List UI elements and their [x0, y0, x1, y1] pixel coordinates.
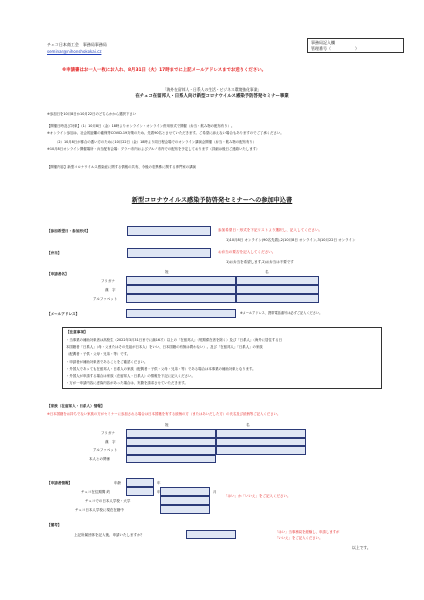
lunch-label: 【弁当】 — [47, 251, 62, 255]
confirmation-instruction-2: 「いいえ」をご記入ください。 — [275, 536, 323, 540]
given-alpha-input[interactable] — [236, 294, 319, 303]
caution-line: 本国籍者「日系人」（母・父またはその先祖が日本人）をいい、日本国籍の有無は問わない）。及び「在留邦人」「日系人」の家族 — [66, 345, 263, 350]
czech-stay-label: チェコ在住期間 約 — [81, 490, 111, 494]
furigana-label: フリガナ — [101, 279, 115, 283]
czech-school-label: チェコでの日本人学校・大学 — [85, 499, 131, 503]
family-relation-input[interactable] — [126, 455, 216, 464]
stay-years-unit: 年 — [157, 490, 161, 494]
caution-box — [62, 327, 382, 389]
management-number-label: 管理番号（ ） — [311, 46, 359, 51]
caution-line: ・外国人であっても在留邦人・日系人の家族（配偶者・子供・父母・兄弟・等）である場合は本事業の補助対象となります。 — [66, 366, 256, 371]
age-unit: 年 — [157, 481, 161, 485]
confirmation-instruction-1: 「はい」当事務局を経験し、申請しますが — [275, 530, 340, 534]
date-options: 1)10月8日 オンライン(90名先着),2)10月8日 オンライン,3)10月22日 オンライン — [226, 238, 356, 242]
family-surname-column: 姓 — [165, 423, 169, 427]
stay-months-input[interactable] — [160, 487, 210, 496]
family-furigana-label: フリガナ — [101, 431, 115, 435]
family-instruction: ※日本国籍をお持ちでない家族の方がセミナーに参加される場合は日本国籍を有する続柄の方（またはあいだした方）の氏名及び続柄等ご記入ください。 — [47, 412, 281, 416]
stay-years-input[interactable] — [126, 487, 154, 496]
detail-line: 【開催日時及び対象】（1）10月8日（金）18時よりオンライン・オンライン併用形式で開催（弁当・飲み物の配布有り）。 — [47, 124, 235, 128]
age-label: 年齢 — [114, 481, 121, 485]
confirmation-question: 上記所属団体を記入後、申請いたしますか？ — [74, 533, 144, 537]
detail-line: ※オンライン参加は、社会的距離の確保等COVID-19対策のため、先着90名とさせていただきます。ご希望に添えない場合もありますのでご了承ください。 — [47, 131, 284, 135]
email-label: 【メールアドレス】 — [47, 312, 80, 316]
caution-line: ・万が一申請内容に虚偽内容があった場合は、実費を請求させていただきます。 — [66, 381, 188, 386]
detail-line: ※参加日を10月8日か10月22日のどちらかから選択下さい — [47, 112, 137, 116]
lunch-input[interactable] — [127, 248, 211, 258]
email-input[interactable] — [126, 309, 236, 318]
caution-line: （配偶者・子供・父母・兄弟・等）です。 — [66, 352, 131, 357]
surname-kanji-input[interactable] — [126, 285, 236, 294]
given-kanji-input[interactable] — [236, 285, 319, 294]
remarks-label: 【備考】 — [47, 523, 62, 527]
caution-line: ・当事業の補助対象者は高校生（2022年3月31日までに満16才）以上の「在留邦人」（短期滞在者を除く）及び「日系人」（海外に居住する日 — [66, 338, 283, 342]
caution-line: ・外国人が申請する場合は家族（在留邦人・日系人）の情報を下記に記入ください。 — [66, 374, 195, 379]
email-note: ※メールアドレス、携帯電話番号は必ずご記入ください。 — [240, 311, 323, 315]
detail-line: （2）10月8日が都合の悪い方のために10月22日（金）18時より同日程会場でのオンライン講演会開催（弁当・飲み物の配布有り） — [55, 140, 257, 144]
czech-school-input[interactable] — [160, 496, 210, 505]
closing-text: 以上です。 — [352, 545, 371, 550]
surname-column: 姓 — [165, 270, 169, 274]
office-use-label: 事務局記入欄 — [311, 40, 335, 45]
family-given-alpha[interactable] — [216, 446, 306, 455]
deadline-notice: ※申請書はお一人一枚にお入れ、8月31日（火）17時までに上記メールアドレスまでお送りください。 — [62, 68, 266, 73]
stay-months-unit: 月 — [213, 490, 217, 494]
lunch-instruction: お弁当の要否を記入してください。 — [218, 250, 276, 254]
name-surname-cells — [126, 276, 236, 303]
yes-no-instruction: 「はい」か「いいえ」をご記入ください。 — [224, 494, 291, 498]
name-given-cells — [236, 276, 319, 303]
confirmation-input[interactable] — [186, 530, 236, 539]
nihonjin-school-input[interactable] — [160, 505, 210, 514]
family-given-column: 名 — [246, 423, 250, 427]
surname-alpha-input[interactable] — [126, 294, 236, 303]
given-name-column: 名 — [265, 270, 269, 274]
project-title: 在チェコ在留邦人・日系人向け新型コロナウイルス感染予防啓発セミナー事業 — [135, 94, 289, 99]
family-surname-alpha[interactable] — [126, 446, 216, 455]
org-name: チェコ日本商工会 事務局事務局 — [47, 42, 107, 47]
seminar-topic: 【開催内容】新型コロナウイルス感染症に関する情報の共有、今後の変異株に関する専門家の講演 — [47, 165, 196, 169]
given-furigana-input[interactable] — [236, 276, 319, 285]
family-kanji-label: 漢 字 — [105, 440, 116, 444]
date-instruction: 参加希望日・形式を下記リストより選択し、記入してください。 — [218, 228, 323, 232]
caution-line: ・申請者が補助対象者であることをご確認ください。 — [66, 359, 148, 364]
form-title: 新型コロナウイルス感染予防啓発セミナーへの参加申込書 — [131, 197, 293, 204]
family-relation-label: 本人との関係 — [89, 457, 110, 461]
nihonjin-school-label: チェコ日本人学校に現在在籍中 — [75, 508, 124, 512]
family-surname-furigana[interactable] — [126, 429, 216, 438]
contact-email-link[interactable]: seminar@nihonshokokai.cz — [47, 49, 102, 54]
surname-furigana-input[interactable] — [126, 276, 236, 285]
office-use-box — [307, 38, 404, 53]
applicant-info-label: 【申請者情報】 — [47, 481, 73, 485]
family-given-furigana[interactable] — [216, 429, 306, 438]
project-subtitle: 「海外在留邦人・日系人の生活・ビジネス環境強化事業」 — [162, 87, 262, 92]
family-given-kanji[interactable] — [216, 438, 306, 447]
detail-line: ※10月8日オンライン開催場所・弁当配布会場：プラハ市内およびブルノ市内での配布を予定しております（詳細は後日ご連絡いたします） — [47, 147, 260, 151]
family-cells — [126, 429, 306, 463]
alphabet-label: アルファベット — [93, 297, 118, 301]
caution-title: 【注意事項】 — [66, 330, 88, 334]
date-label: 【参加希望日・参加形式】 — [47, 229, 91, 233]
kanji-label: 漢 字 — [105, 288, 116, 292]
family-header: 【家族（在留邦人・日系人）情報】 — [47, 404, 105, 408]
date-input[interactable] — [127, 226, 211, 236]
family-surname-kanji[interactable] — [126, 438, 216, 447]
family-alphabet-label: アルファベット — [93, 448, 118, 452]
applicant-name-label: 【申請者名】 — [47, 272, 69, 276]
age-input[interactable] — [126, 478, 154, 487]
lunch-options: 1)お弁当を希望します,2)お弁当は不要です — [226, 260, 294, 264]
